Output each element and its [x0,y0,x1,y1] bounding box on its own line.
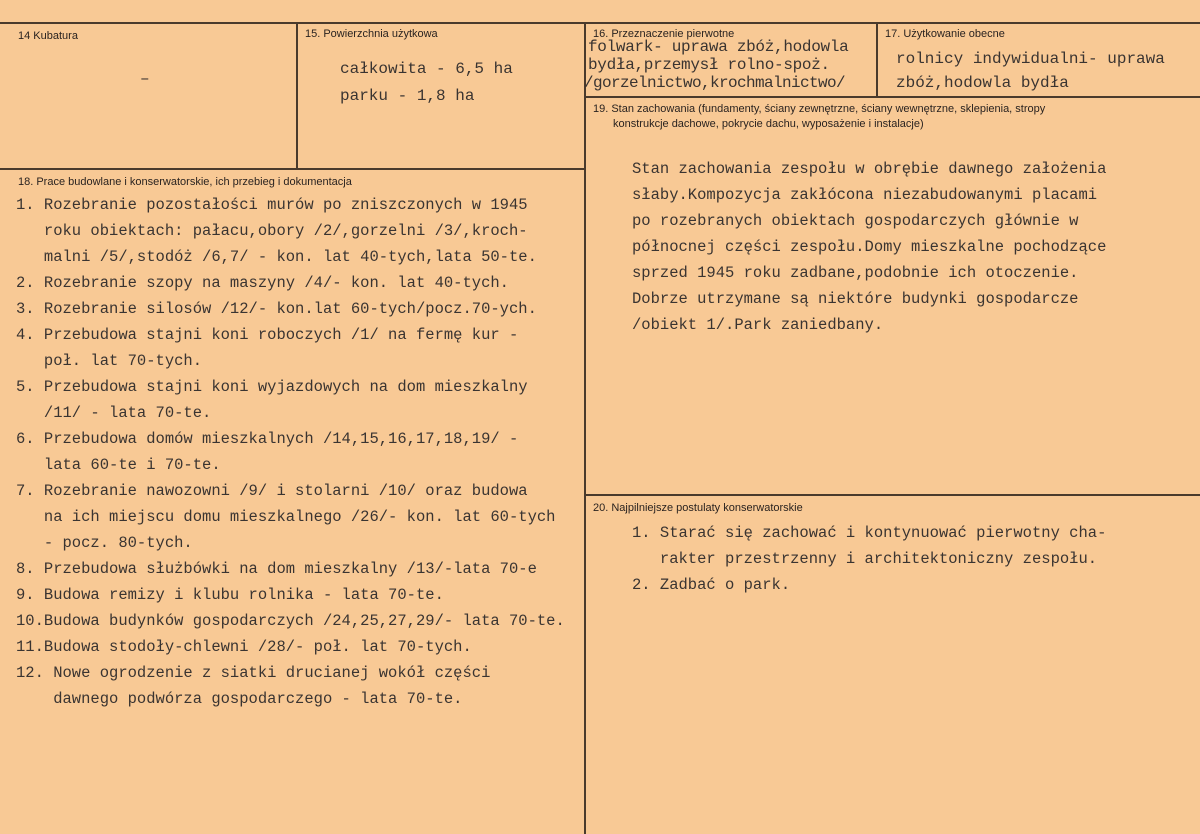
field-18-line: dawnego podwórza gospodarczego - lata 70-te. [16,690,463,708]
field-18-line: 3. Rozebranie silosów /12/- kon.lat 60-tych/pocz.70-ych. [16,300,537,318]
field-18-line: /11/ - lata 70-te. [16,404,212,422]
field-20-line: rakter przestrzenny i architektoniczny zespołu. [632,550,1098,568]
field-19-line: północnej części zespołu.Domy mieszkalne pochodzące [632,238,1107,256]
field-18-line: 12. Nowe ogrodzenie z siatki drucianej wokół części [16,664,491,682]
field-18-line: - pocz. 80-tych. [16,534,193,552]
field-20-line: 2. Zadbać o park. [632,576,791,594]
rule-under-14-15 [0,168,586,170]
field-18-line: na ich miejscu domu mieszkalnego /26/- kon. lat 60-tych [16,508,556,526]
field-19-line: /obiekt 1/.Park zaniedbany. [632,316,884,334]
field-18-line: 9. Budowa remizy i klubu rolnika - lata 70-te. [16,586,444,604]
divider-16-17 [876,22,878,97]
field-16-line-1: folwark- uprawa zbóż,hodowla [588,38,849,56]
field-18-line: 4. Przebudowa stajni koni roboczych /1/ na fermę kur - [16,326,519,344]
field-17-line-2: zbóż,hodowla bydła [896,74,1069,92]
field-20-list [632,520,1106,598]
field-19-label-cont: konstrukcje dachowe, pokrycie dachu, wyposażenie i instalacje) [613,118,924,130]
rule-under-16-17 [584,96,1200,98]
field-18-line: 1. Rozebranie pozostałości murów po zniszczonych w 1945 [16,196,528,214]
field-19-line: słaby.Kompozycja zakłócona niezabudowanymi placami [632,186,1098,204]
field-18-label: 18. Prace budowlane i konserwatorskie, ich przebieg i dokumentacja [18,176,352,188]
field-15-label: 15. Powierzchnia użytkowa [305,28,438,40]
field-14-label: 14 Kubatura [18,30,78,42]
field-17-label: 17. Użytkowanie obecne [885,28,1005,40]
field-20-label: 20. Najpilniejsze postulaty konserwatorskie [593,502,803,514]
field-18-line: poł. lat 70-tych. [16,352,203,370]
field-18-line: 11.Budowa stodoły-chlewni /28/- poł. lat 70-tych. [16,638,472,656]
field-18-line: malni /5/,stodóż /6,7/ - kon. lat 40-tych,lata 50-te. [16,248,537,266]
field-18-line: 10.Budowa budynków gospodarczych /24,25,27,29/- lata 70-te. [16,612,565,630]
field-19-line: sprzed 1945 roku zadbane,podobnie ich otoczenie. [632,264,1079,282]
field-16-line-2: bydła,przemysł rolno-spoż. [588,56,830,74]
field-18-line: 5. Przebudowa stajni koni wyjazdowych na dom mieszkalny [16,378,528,396]
field-18-line: lata 60-te i 70-te. [16,456,221,474]
field-18-line: 6. Przebudowa domów mieszkalnych /14,15,16,17,18,19/ - [16,430,519,448]
field-19-line: Stan zachowania zespołu w obrębie dawnego założenia [632,160,1107,178]
divider-main-vertical [584,22,586,834]
field-18-line: 2. Rozebranie szopy na maszyny /4/- kon. lat 40-tych. [16,274,509,292]
divider-14-15 [296,22,298,169]
field-19-line: po rozebranych obiektach gospodarczych głównie w [632,212,1079,230]
field-18-line: 7. Rozebranie nawozowni /9/ i stolarni /10/ oraz budowa [16,482,528,500]
field-19-text [632,156,1106,338]
field-18-line: 8. Przebudowa służbówki na dom mieszkalny /13/-lata 70-e [16,560,537,578]
field-19-label: 19. Stan zachowania (fundamenty, ściany zewnętrzne, ściany wewnętrzne, sklepienia, stropy [593,103,1046,115]
top-rule [0,22,1200,24]
field-19-line: Dobrze utrzymane są niektóre budynki gospodarcze [632,290,1079,308]
field-15-line-2: parku - 1,8 ha [340,87,475,105]
field-17-line-1: rolnicy indywidualni- uprawa [896,50,1165,68]
field-15-line-1: całkowita - 6,5 ha [340,60,513,78]
field-20-line: 1. Starać się zachować i kontynuować pierwotny cha- [632,524,1107,542]
field-16-line-3: /gorzelnictwo,krochmalnictwo/ [584,74,846,92]
field-18-line: roku obiektach: pałacu,obory /2/,gorzelni /3/,kroch- [16,222,528,240]
field-16-label: 16. Przeznaczenie pierwotne [593,28,735,40]
field-18-list [16,192,565,712]
rule-above-20 [584,494,1200,496]
field-14-value: – [140,70,150,88]
